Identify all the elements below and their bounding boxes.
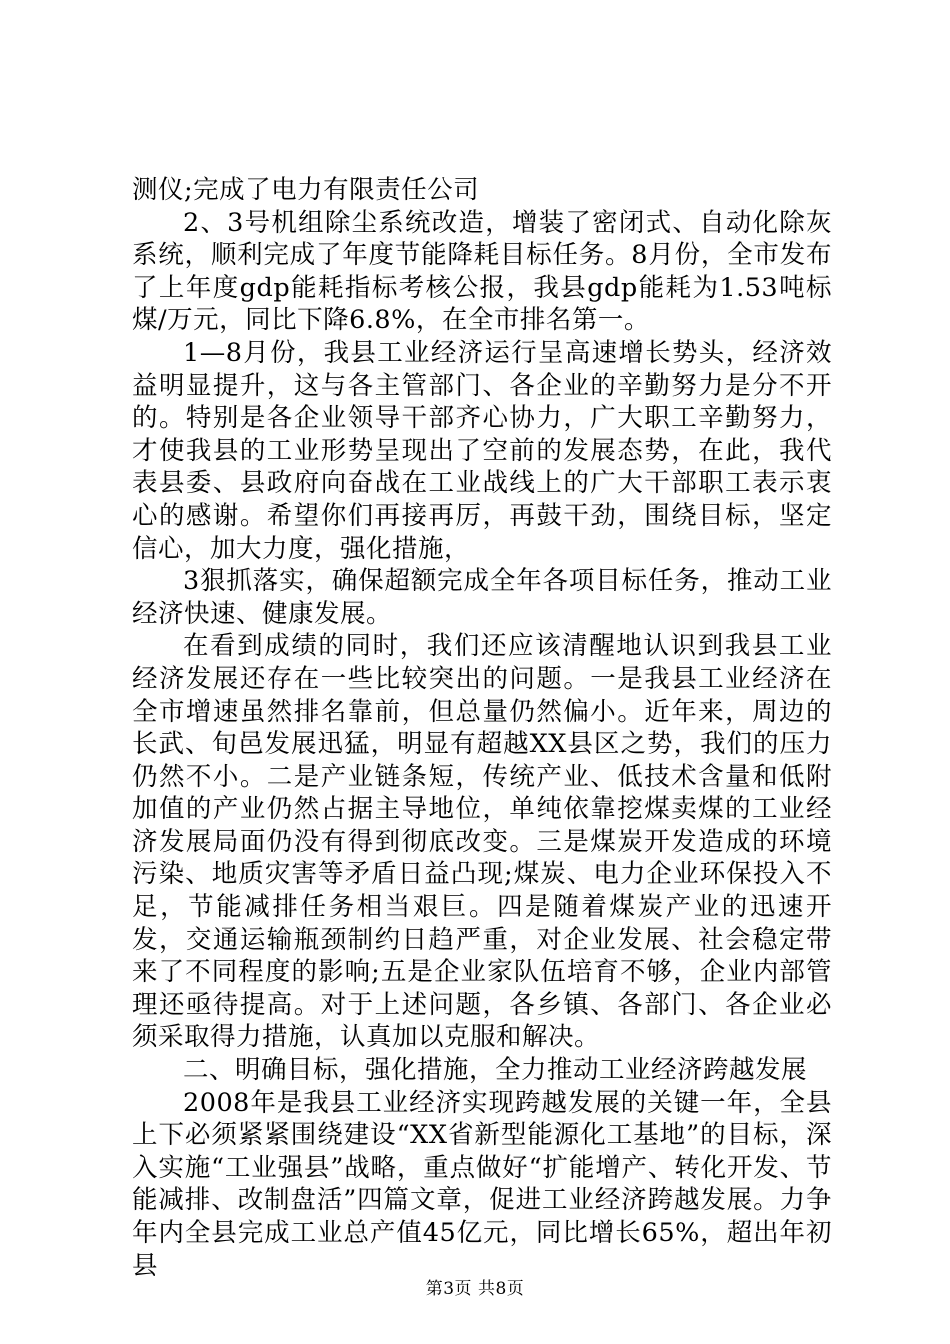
paragraph-2: 2、3号机组除尘系统改造，增装了密闭式、自动化除灰系统，顺利完成了年度节能降耗目标任务。8月份，全市发布了上年度gdp能耗指标考核公报，我县gdp能耗为1.53吨标煤/万元，同比下降6.8%，在全市排名第一。 [132,207,832,336]
section-heading: 二、明确目标，强化措施，全力推动工业经济跨越发展 [183,1055,808,1086]
document-body [132,174,832,1282]
paragraph-4: 3狠抓落实，确保超额完成全年各项目标任务，推动工业经济快速、健康发展。 [132,566,832,629]
paragraph-3: 1—8月份，我县工业经济运行呈高速增长势头，经济效益明显提升，这与各主管部门、各企业的辛勤努力是分不开的。特别是各企业领导干部齐心协力，广大职工辛勤努力，才使我县的工业形势呈现出了空前的发展态势，在此，我代表县委、县政府向奋战在工业战线上的广大干部职工表示衷心的感谢。希望你们再接再厉，再鼓干劲，围绕目标，坚定信心，加大力度，强化措施， [132,337,832,564]
paragraph-5: 在看到成绩的同时，我们还应该清醒地认识到我县工业经济发展还存在一些比较突出的问题。一是我县工业经济在全市增速虽然排名靠前，但总量仍然偏小。近年来，周边的长武、旬邑发展迅猛，明显有超越XX县区之势，我们的压力仍然不小。二是产业链条短，传统产业、低技术含量和低附加值的产业仍然占据主导地位，单纯依靠挖煤卖煤的工业经济发展局面仍没有得到彻底改变。三是煤炭开发造成的环境污染、地质灾害等矛盾日益凸现;煤炭、电力企业环保投入不足，节能减排任务相当艰巨。四是随着煤炭产业的迅速开发，交通运输瓶颈制约日趋严重，对企业发展、社会稳定带来了不同程度的影响;五是企业家队伍培育不够，企业内部管理还亟待提高。对于上述问题，各乡镇、各部门、各企业必须采取得力措施，认真加以克服和解决。 [132,631,832,1053]
paragraph-7: 2008年是我县工业经济实现跨越发展的关键一年，全县上下必须紧紧围绕建设“XX省新型能源化工基地”的目标，深入实施“工业强县”战略，重点做好“扩能增产、转化开发、节能减排、改制盘活”四篇文章，促进工业经济跨越发展。力争年内全县完成工业总产值45亿元，同比增长65%，超出年初县 [132,1087,832,1281]
paragraph-1: 测仪;完成了电力有限责任公司 [132,175,480,205]
page-number-footer: 第3页 共8页 [425,1279,525,1299]
